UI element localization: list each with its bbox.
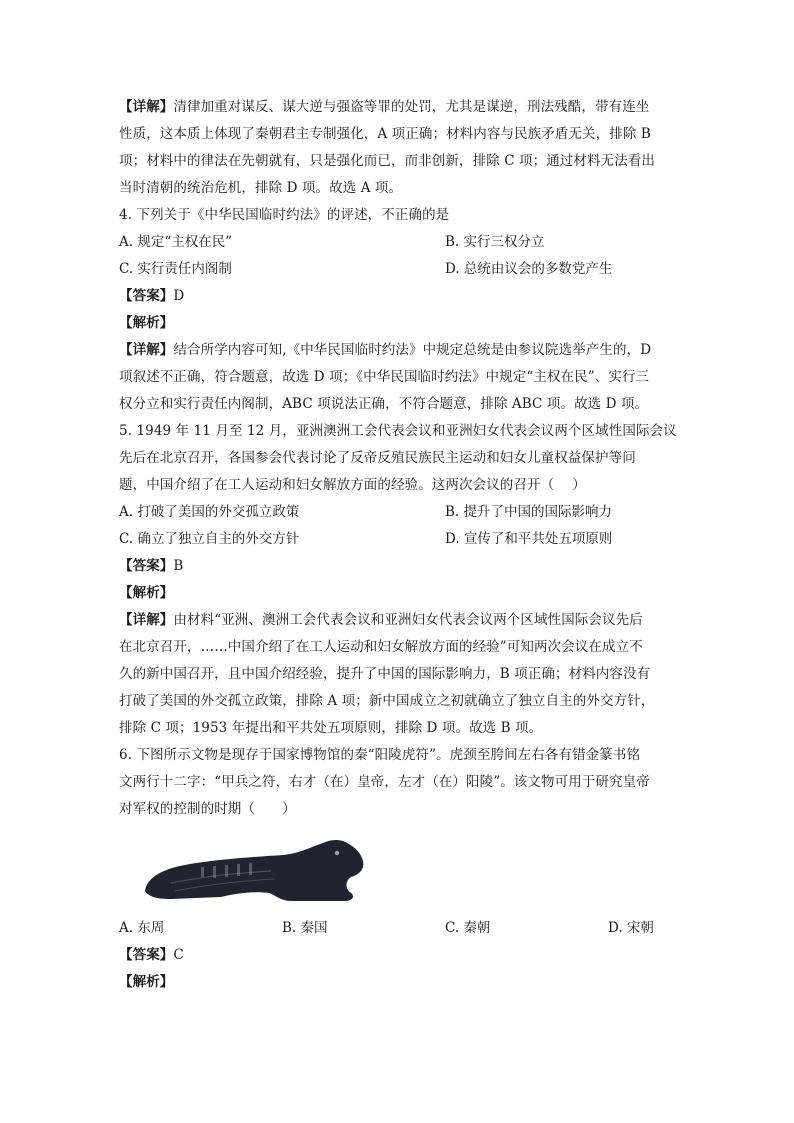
tiger-tally-icon: [141, 833, 371, 911]
q4-detail-line-3: 权分立和实行责任内阁制，ABC 项说法正确，不符合题意，排除 ABC 项。故选 D 项。: [119, 396, 649, 412]
q4-detail-line-1: 【详解】结合所学内容可知,《中华民国临时约法》中规定总统是由参议院选举产生的，D: [119, 342, 652, 358]
q5-options-row-1: [119, 499, 679, 526]
q6-stem-line-1: 6. 下图所示文物是现存于国家博物馆的秦“阳陵虎符”。虎颈至胯间左右各有错金篆书铭: [119, 747, 641, 763]
q5-options-row-2: [119, 526, 679, 553]
q5-detail-line-1: 【详解】由材料“亚洲、澳洲工会代表会议和亚洲妇女代表会议两个区域性国际会议先后: [119, 612, 643, 628]
q6-stem-line-2: 文两行十二字：“甲兵之符，右才（在）皇帝，左才（在）阳陵”。该文物可用于研究皇帝: [119, 774, 650, 790]
q6-answer: 【答案】C: [119, 947, 184, 963]
q6-option-d: D. 宋朝: [608, 920, 654, 936]
tiger-tally-image: [119, 823, 679, 915]
q6-option-c: C. 秦朝: [445, 920, 491, 936]
q5-detail-line-2: 在北京召开，……中国介绍了在工人运动和妇女解放方面的经验”可知两次会议在成立不: [119, 639, 643, 655]
q6-analysis-tag: 【解析】: [119, 974, 174, 990]
q5-stem-line-2: 先后在北京召开，各国参会代表讨论了反帝反殖民族民主运动和妇女儿童权益保护等问: [119, 450, 636, 466]
q4-option-b: B. 实行三权分立: [445, 234, 545, 250]
q4-options-row-2: [119, 256, 679, 283]
q5-option-b: B. 提升了中国的国际影响力: [445, 504, 613, 520]
question-6: [119, 742, 679, 996]
q6-options-row: [119, 915, 679, 942]
q5-answer: 【答案】B: [119, 558, 184, 574]
q5-stem-line-3: 题，中国介绍了在工人运动和妇女解放方面的经验。这两次会议的召开（ ）: [119, 477, 586, 493]
q3-detail: [119, 94, 679, 202]
q6-option-b: B. 秦国: [282, 920, 328, 936]
q4-answer: 【答案】D: [119, 288, 185, 304]
q4-option-c: C. 实行责任内阁制: [119, 261, 232, 277]
q5-detail-line-3: 久的新中国召开，且中国介绍经验，提升了中国的国际影响力，B 项正确；材料内容没有: [119, 666, 651, 682]
q4-analysis-tag: 【解析】: [119, 315, 174, 331]
q5-detail-line-5: 排除 C 项；1953 年提出和平共处五项原则，排除 D 项。故选 B 项。: [119, 720, 543, 736]
document-page: [119, 94, 679, 996]
q3-detail-line-2: 性质，这本质上体现了秦朝君主专制强化，A 项正确；材料内容与民族矛盾无关，排除 B: [119, 126, 651, 142]
q6-option-a: A. 东周: [119, 920, 165, 936]
q4-stem: 4. 下列关于《中华民国临时约法》的评述，不正确的是: [119, 207, 450, 223]
question-4: [119, 202, 679, 418]
detail-tag: 【详解】: [119, 99, 174, 115]
q4-detail-line-2: 项叙述不正确，符合题意，故选 D 项；《中华民国临时约法》中规定“主权在民”、实行三: [119, 369, 650, 385]
q5-option-a: A. 打破了美国的外交孤立政策: [119, 504, 300, 520]
q5-analysis-tag: 【解析】: [119, 585, 174, 601]
q6-stem-line-3: 对军权的控制的时期（ ）: [119, 801, 296, 817]
q5-option-c: C. 确立了独立自主的外交方针: [119, 531, 300, 547]
q4-option-a: A. 规定“主权在民”: [119, 234, 233, 250]
q5-option-d: D. 宣传了和平共处五项原则: [445, 531, 613, 547]
q5-detail-line-4: 打破了美国的外交孤立政策，排除 A 项；新中国成立之初就确立了独立自主的外交方针，: [119, 693, 655, 709]
q3-detail-line-4: 当时清朝的统治危机，排除 D 项。故选 A 项。: [119, 180, 403, 196]
q3-detail-line-3: 项；材料中的律法在先朝就有，只是强化而已，而非创新，排除 C 项；通过材料无法看出: [119, 153, 656, 169]
q5-stem-line-1: 5. 1949 年 11 月至 12 月，亚洲澳洲工会代表会议和亚洲妇女代表会议两个区域性国际会议: [119, 423, 677, 439]
question-5: [119, 418, 679, 742]
q3-detail-line-1: 【详解】清律加重对谋反、谋大逆与强盗等罪的处罚，尤其是谋逆，刑法残酷，带有连坐: [119, 99, 650, 115]
q4-option-d: D. 总统由议会的多数党产生: [445, 261, 613, 277]
q4-options-row-1: [119, 229, 679, 256]
